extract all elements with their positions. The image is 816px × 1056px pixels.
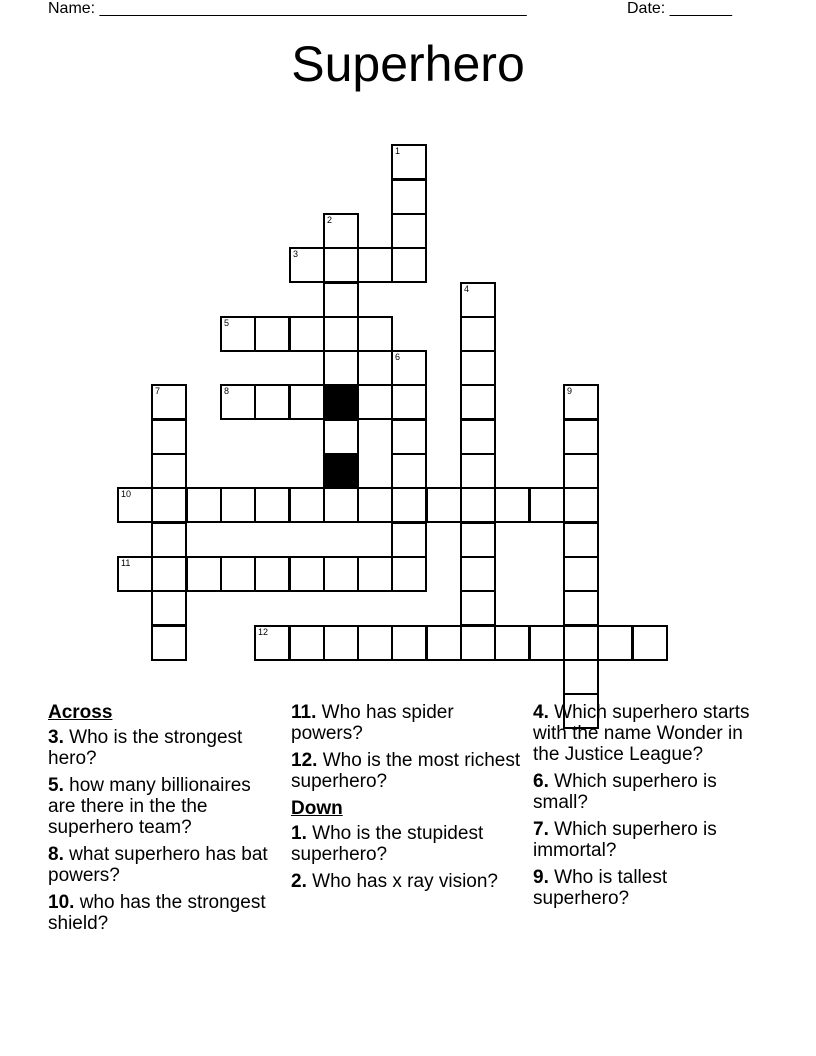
- grid-cell[interactable]: [323, 350, 359, 386]
- grid-cell[interactable]: [391, 522, 427, 558]
- grid-cell[interactable]: [426, 487, 462, 523]
- grid-cell[interactable]: [186, 556, 222, 592]
- down-heading: Down: [291, 798, 343, 819]
- grid-cell[interactable]: [460, 522, 496, 558]
- grid-cell[interactable]: [391, 350, 427, 386]
- grid-cell[interactable]: [357, 316, 393, 352]
- grid-cell[interactable]: [151, 453, 187, 489]
- grid-cell[interactable]: [323, 247, 359, 283]
- grid-cell[interactable]: [391, 453, 427, 489]
- grid-cell[interactable]: [460, 419, 496, 455]
- grid-cell[interactable]: [220, 384, 256, 420]
- grid-cell[interactable]: [529, 487, 565, 523]
- grid-cell[interactable]: [151, 384, 187, 420]
- clue-down-7: 7. Which superhero is immortal?: [533, 819, 717, 861]
- grid-cell[interactable]: [563, 556, 599, 592]
- cell-number: 12: [258, 627, 269, 637]
- grid-cell[interactable]: [391, 556, 427, 592]
- clue-across-11: 11. Who has spider powers?: [291, 702, 454, 744]
- grid-cell[interactable]: [254, 316, 290, 352]
- grid-cell[interactable]: [460, 350, 496, 386]
- grid-cell[interactable]: [460, 590, 496, 626]
- grid-cell[interactable]: [494, 625, 530, 661]
- grid-cell[interactable]: [460, 316, 496, 352]
- grid-cell[interactable]: [151, 487, 187, 523]
- grid-cell[interactable]: [289, 384, 325, 420]
- grid-cell[interactable]: [323, 419, 359, 455]
- grid-cell[interactable]: [323, 316, 359, 352]
- grid-cell[interactable]: [563, 419, 599, 455]
- across-heading: Across: [48, 702, 113, 723]
- grid-cell[interactable]: [460, 625, 496, 661]
- grid-cell[interactable]: [220, 487, 256, 523]
- grid-cell[interactable]: [323, 556, 359, 592]
- grid-cell[interactable]: [289, 247, 325, 283]
- grid-cell[interactable]: [460, 453, 496, 489]
- clue-across-8: 8. what superhero has bat powers?: [48, 844, 268, 886]
- grid-cell[interactable]: [357, 384, 393, 420]
- grid-cell[interactable]: [391, 213, 427, 249]
- grid-cell[interactable]: [220, 556, 256, 592]
- grid-cell[interactable]: [323, 625, 359, 661]
- clue-across-10: 10. who has the strongest shield?: [48, 892, 266, 934]
- clue-down-1: 1. Who is the stupidest superhero?: [291, 823, 484, 865]
- grid-cell[interactable]: [563, 522, 599, 558]
- grid-cell[interactable]: [357, 556, 393, 592]
- grid-cell[interactable]: [289, 316, 325, 352]
- grid-cell[interactable]: [426, 625, 462, 661]
- name-field[interactable]: Name: ________________________________________________: [48, 0, 527, 17]
- grid-cell[interactable]: [323, 213, 359, 249]
- grid-cell[interactable]: [597, 625, 633, 661]
- page-title: Superhero: [291, 36, 525, 92]
- grid-cell[interactable]: [220, 316, 256, 352]
- grid-cell[interactable]: [563, 487, 599, 523]
- grid-cell[interactable]: [391, 419, 427, 455]
- grid-cell[interactable]: [254, 625, 290, 661]
- clue-across-5: 5. how many billionaires are there in the the superhero team?: [48, 775, 251, 838]
- cell-number: 2: [327, 215, 333, 225]
- grid-cell[interactable]: [289, 556, 325, 592]
- grid-cell[interactable]: [357, 625, 393, 661]
- grid-cell[interactable]: [254, 384, 290, 420]
- date-field[interactable]: Date: _______: [627, 0, 732, 17]
- grid-cell[interactable]: [391, 179, 427, 215]
- grid-cell[interactable]: [460, 487, 496, 523]
- grid-cell[interactable]: [563, 384, 599, 420]
- cell-number: 3: [293, 249, 299, 259]
- grid-cell[interactable]: [563, 625, 599, 661]
- clue-down-6: 6. Which superhero is small?: [533, 771, 717, 813]
- cell-number: 5: [224, 318, 230, 328]
- clue-down-2: 2. Who has x ray vision?: [291, 871, 498, 892]
- grid-cell[interactable]: [151, 522, 187, 558]
- grid-cell[interactable]: [391, 247, 427, 283]
- grid-cell[interactable]: [563, 659, 599, 695]
- grid-cell[interactable]: [117, 487, 153, 523]
- grid-cell[interactable]: [494, 487, 530, 523]
- clues-column-1: [48, 702, 283, 940]
- clues-column-3: [533, 702, 768, 915]
- grid-cell[interactable]: [289, 625, 325, 661]
- cell-number: 4: [464, 284, 470, 294]
- clue-down-4: 4. Which superhero starts with the name Wonder in the Justice League?: [533, 702, 750, 765]
- grid-cell[interactable]: [460, 556, 496, 592]
- grid-cell[interactable]: [151, 419, 187, 455]
- clue-down-9: 9. Who is tallest superhero?: [533, 867, 668, 909]
- grid-cell[interactable]: [151, 590, 187, 626]
- black-cell: [323, 453, 359, 489]
- grid-cell[interactable]: [563, 590, 599, 626]
- clues-column-2: [291, 702, 526, 898]
- grid-cell[interactable]: [323, 487, 359, 523]
- grid-cell[interactable]: [151, 556, 187, 592]
- grid-cell[interactable]: [186, 487, 222, 523]
- grid-cell[interactable]: [529, 625, 565, 661]
- grid-cell[interactable]: [391, 144, 427, 180]
- grid-cell[interactable]: [151, 625, 187, 661]
- grid-cell[interactable]: [632, 625, 668, 661]
- cell-number: 11: [121, 558, 131, 568]
- grid-cell[interactable]: [117, 556, 153, 592]
- grid-cell[interactable]: [460, 384, 496, 420]
- cell-number: 9: [567, 386, 573, 396]
- cell-number: 8: [224, 386, 230, 396]
- clue-across-3: 3. Who is the strongest hero?: [48, 727, 243, 769]
- clue-across-12: 12. Who is the most richest superhero?: [291, 750, 521, 792]
- grid-cell[interactable]: [391, 487, 427, 523]
- grid-cell[interactable]: [563, 453, 599, 489]
- grid-cell[interactable]: [391, 384, 427, 420]
- grid-cell[interactable]: [460, 282, 496, 318]
- grid-cell[interactable]: [357, 487, 393, 523]
- cell-number: 7: [155, 386, 161, 396]
- grid-cell[interactable]: [254, 556, 290, 592]
- grid-cell[interactable]: [289, 487, 325, 523]
- cell-number: 10: [121, 489, 132, 499]
- black-cell: [323, 384, 359, 420]
- cell-number: 6: [395, 352, 401, 362]
- grid-cell[interactable]: [391, 625, 427, 661]
- grid-cell[interactable]: [323, 282, 359, 318]
- grid-cell[interactable]: [357, 247, 393, 283]
- cell-number: 1: [395, 146, 401, 156]
- grid-cell[interactable]: [254, 487, 290, 523]
